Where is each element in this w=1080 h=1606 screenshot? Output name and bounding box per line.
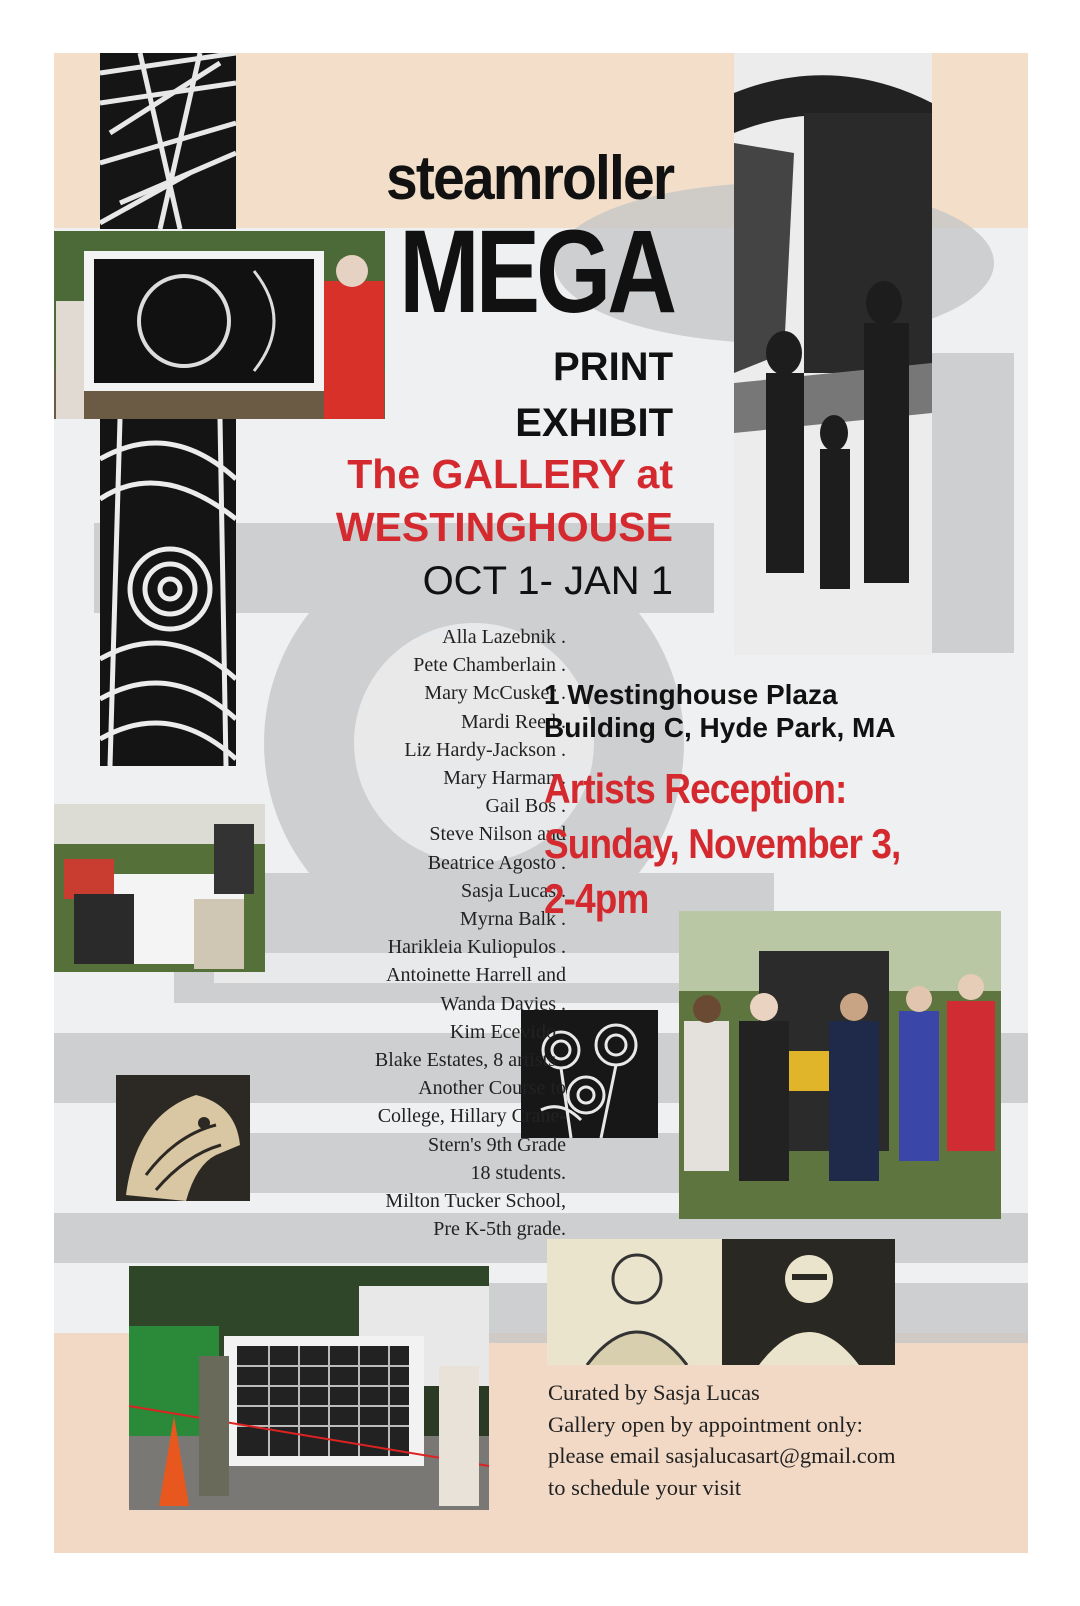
artist-item: Another Course to <box>418 1077 566 1100</box>
reception-line-3: 2-4pm <box>544 875 649 922</box>
venue-address <box>544 678 896 744</box>
venue-line-1: The GALLERY at <box>347 451 673 497</box>
artists-list <box>254 623 566 1243</box>
artist-item: Mary Harman . <box>443 767 566 790</box>
footer-line-2: Gallery open by appointment only: <box>548 1411 863 1437</box>
artists-reception <box>544 761 900 926</box>
artist-item: Pre K-5th grade. <box>433 1218 566 1241</box>
reception-line-2: Sunday, November 3, <box>544 820 901 867</box>
artist-item: Liz Hardy-Jackson . <box>404 738 566 761</box>
artist-item: Antoinette Harrell and <box>386 964 566 987</box>
exhibit-dates: OCT 1- JAN 1 <box>422 559 673 603</box>
artist-item: Myrna Balk . <box>459 908 566 931</box>
artist-item: 18 students. <box>470 1161 566 1184</box>
artist-item: Mardi Reed . <box>461 710 566 733</box>
artist-item: Beatrice Agosto . <box>427 851 566 874</box>
photo-crowd-spreading-print <box>54 804 265 972</box>
title-print: PRINT <box>553 345 673 389</box>
title-steamroller: steamroller <box>385 144 673 213</box>
photo-holding-print-left <box>54 231 385 419</box>
venue-line-2: WESTINGHOUSE <box>335 504 673 550</box>
artist-item: Alla Lazebnik . <box>442 626 566 648</box>
address-line-1: 1 Westinghouse Plaza <box>544 679 838 710</box>
reception-line-1: Artists Reception: <box>544 765 847 812</box>
footer-line-1: Curated by Sasja Lucas <box>548 1380 760 1405</box>
artist-item: Sasja Lucas . <box>461 879 566 902</box>
poster <box>54 53 1028 1553</box>
woodcut-print-swirl-left <box>100 419 236 766</box>
artist-item: Harikleia Kuliopulos . <box>387 936 566 959</box>
artist-item: Pete Chamberlain . <box>413 654 566 677</box>
artist-item: Milton Tucker School, <box>385 1190 566 1213</box>
woodcut-print-park-scene <box>734 53 932 655</box>
title-mega: MEGA <box>399 206 673 338</box>
artist-item: Stern's 9th Grade <box>427 1133 566 1156</box>
woodcut-print-portraits <box>547 1239 895 1365</box>
artist-item: Mary McCusker . <box>424 682 566 705</box>
artist-item: Steve Nilson and <box>429 823 566 846</box>
artist-item: Kim Ecevido . <box>449 1020 566 1043</box>
artist-item: College, Hillary Crane- <box>377 1105 566 1128</box>
woodcut-print-top-left <box>100 53 236 229</box>
photo-print-held-by-cones <box>129 1266 489 1510</box>
title-exhibit: EXHIBIT <box>515 401 673 445</box>
curator-info <box>548 1377 895 1503</box>
photo-group-with-steamroller <box>679 911 1001 1219</box>
footer-line-4: to schedule your visit <box>548 1474 742 1500</box>
artist-item: Wanda Davies . <box>440 992 566 1015</box>
footer-line-3: please email sasjalucasart@gmail.com <box>548 1443 896 1468</box>
artist-item: Blake Estates, 8 artists . <box>374 1049 566 1072</box>
address-line-2: Building C, Hyde Park, MA <box>544 712 896 743</box>
woodcut-print-hawk <box>116 1075 250 1201</box>
artist-item: Gail Bos . <box>485 795 566 818</box>
